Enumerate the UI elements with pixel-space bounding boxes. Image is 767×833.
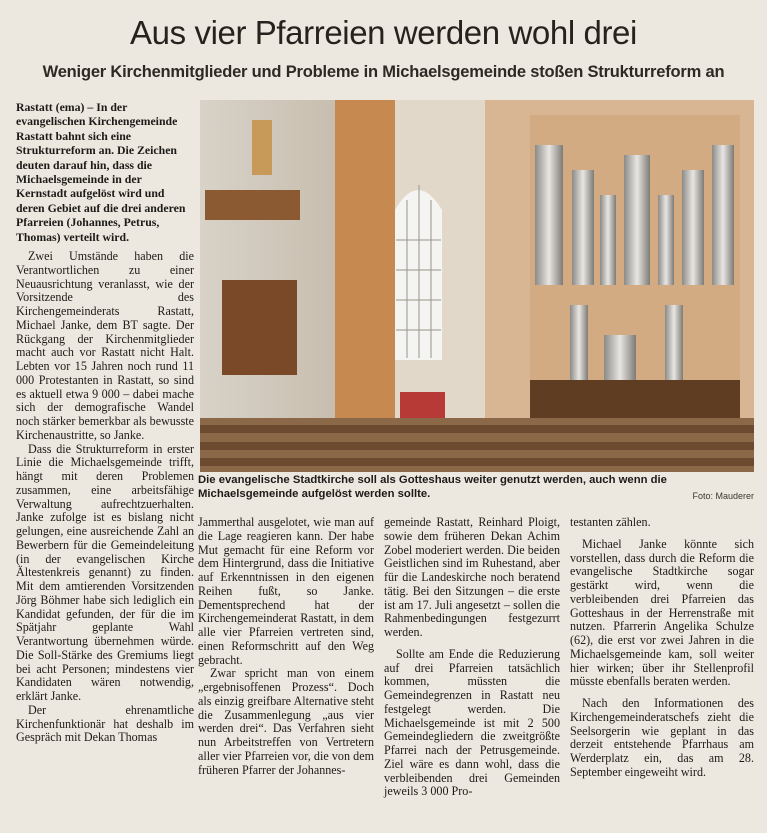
paragraph: Sollte am Ende die Reduzierung auf drei Pfarreien tatsächlich kommen, müssten die Gemeindegrenzen in Rastatt neu festgelegt werden. Die Michaelsgemeinde ist mit 2 500 Gemeindegliedern die zweitgrößte Pfarrei nach der Petrusgemeinde. Ziel wäre es dann wohl, dass die verbleibenden drei Gemeinden jeweils 3 000 Pro- bbox=[384, 646, 560, 799]
paragraph: Michael Janke könnte sich vorstellen, dass durch die Reform die evangelische Stadtkirche sogar gestärkt wird, wenn die verbleibenden drei Pfarreien das Gotteshaus in der Herrenstraße mit nutzen. Pfarrerin Angelika Schulze (62), die erst vor zwei Jahren in die Michaelsgemeinde kam, soll weiter hier wirken; über ihr Stellenprofil müsste ebenfalls beraten werden. bbox=[570, 536, 754, 689]
article-column-4 bbox=[570, 516, 754, 780]
paragraph: testanten zählen. bbox=[570, 515, 651, 529]
article-column-3 bbox=[384, 516, 560, 799]
photo-credit: Foto: Mauderer bbox=[692, 491, 754, 501]
paragraph: Jammerthal ausgelotet, wie man auf die Lage reagieren kann. Der habe Mut gemacht für eine Reform vor dem Hintergrund, dass die Initiative auf Erkenntnissen in den eigenen Reihen fußt, so Janke. Dementsprechend hat der Kirchengemeinderat Rastatt, in dem alle vier Pfarreien vertreten sind, einen Reformschritt auf den Weg gebracht. bbox=[198, 515, 374, 667]
article-subheadline: Weniger Kirchenmitglieder und Probleme in Michaelsgemeinde stoßen Strukturreform an bbox=[42, 63, 725, 81]
article-lead: Rastatt (ema) – In der evangelischen Kirchengemeinde Rastatt bahnt sich eine Strukturreform an. Die Zeichen deuten darauf hin, dass die Michaelsgemeinde in der Kernstadt aufgelöst wird und deren Gebiet auf die drei anderen Pfarreien (Johannes, Petrus, Thomas) verteilt wird. bbox=[16, 100, 186, 244]
article-headline: Aus vier Pfarreien werden wohl drei bbox=[130, 14, 637, 51]
paragraph: Dass die Strukturreform in erster Linie die Michaelsgemeinde trifft, hängt mit deren Problemen zusammen, eine arbeitsfähige Verwaltung aufrechtzuerhalten. Janke zufolge ist es bislang nicht gelungen, eine ausreichende Zahl an Bewerbern für die Gemeindeleitung (in der evangelischen Kirche Ältestenkreis genannt) zu finden. Mit dem amtierenden Vorsitzenden Jörg Böhmer habe sich lediglich ein Kandidat gefunden, der für die im Spätjahr geplante Wahl Verantwortung übernehmen würde. Die Soll-Stärke des Gremiums liegt bei acht Personen; mindestens vier Kandidaten wären notwendig, erklärt Janke. bbox=[16, 441, 194, 703]
paragraph: Der ehrenamtliche Kirchenfunktionär hat deshalb im Gespräch mit Dekan Thomas bbox=[16, 702, 194, 745]
paragraph: Zwar spricht man von einem „ergebnisoffenen Prozess“. Doch als einzig greifbare Alternative steht die Zusammenlegung „aus vier werden drei“. Das Verfahren sieht nun Arbeitstreffen von Vertretern aller vier Pfarreien vor, die von dem früheren Pfarrer der Johannes- bbox=[198, 666, 374, 777]
article-column-1 bbox=[16, 250, 194, 745]
paragraph: gemeinde Rastatt, Reinhard Ploigt, sowie dem früheren Dekan Achim Zobel moderiert werden. Die beiden Geistlichen sind im Ruhestand, aber für die Landeskirche noch beratend tätig. Bei den Sitzungen – die erste ist am 17. Juli angesetzt – sollen die Rahmenbedingungen festgezurrt werden. bbox=[384, 515, 560, 639]
article-photo bbox=[200, 100, 754, 472]
paragraph: Nach den Informationen des Kirchengemeinderatschefs zieht die Seelsorgerin wie geplant in das derzeit entstehende Pfarrhaus am Werderplatz ein, das am 28. September eingeweiht wird. bbox=[570, 696, 754, 779]
paragraph: Zwei Umstände haben die Verantwortlichen zu einer Neuausrichtung veranlasst, wie der Vorsitzende des Kirchengemeinderats Rastatt, Michael Janke, dem BT sagte. Der Rückgang der Kirchenmitglieder macht auch vor Rastatt nicht Halt. Lebten vor 15 Jahren noch rund 11 000 Protestanten in Rastatt, so sind es aktuell etwa 9 000 – dabei mache sich der demografische Wandel noch stärker bemerkbar als bewusste Kirchenaustritte, so Janke. bbox=[16, 249, 194, 442]
article-column-2 bbox=[198, 516, 374, 777]
photo-caption: Die evangelische Stadtkirche soll als Gotteshaus weiter genutzt werden, auch wenn die Michaelsgemeinde aufgelöst werden sollte. bbox=[198, 474, 667, 500]
